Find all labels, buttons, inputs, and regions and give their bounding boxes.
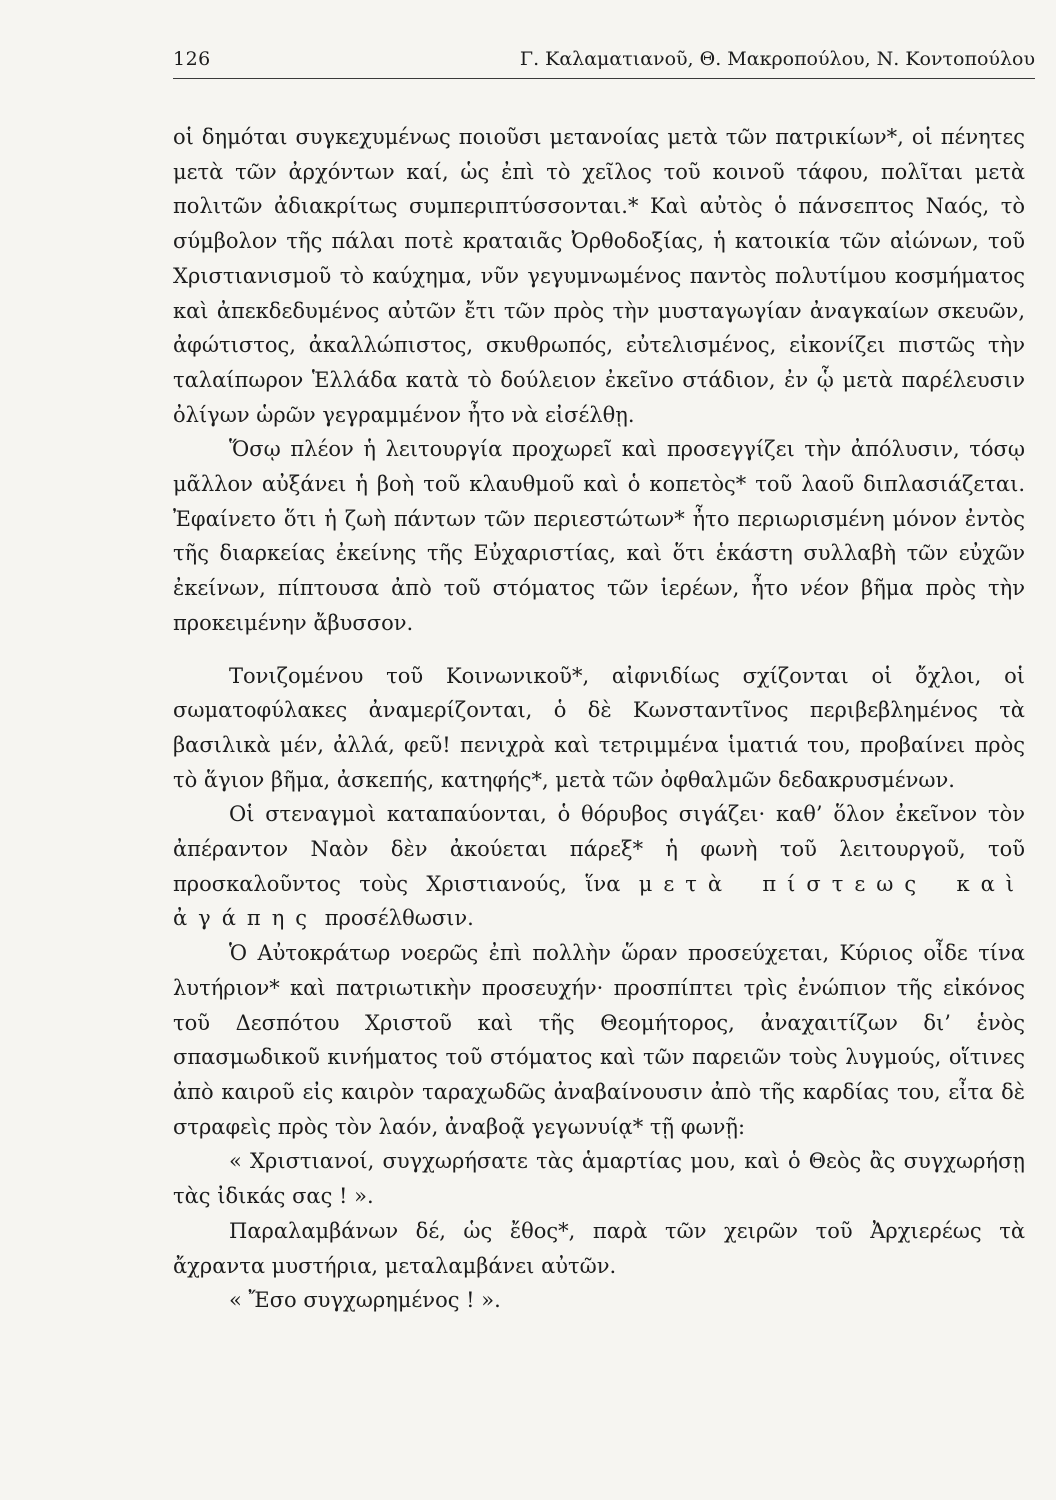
paragraph-4 <box>173 797 1025 936</box>
quote-reply: « Ἔσο συγχωρημένος ! ». <box>229 1288 501 1313</box>
paragraph-1: οἱ δημόται συγκεχυμένως ποιοῦσι μετανοίας μετὰ τῶν πατρικίων*, οἱ πένητες μετὰ τῶν ἀρχόντων καί, ὡς ἐπὶ τὸ χεῖλος τοῦ κοινοῦ τάφου, πολῖται μετὰ πολιτῶν ἀδιακρίτως συμπεριπτύσσονται.* Καὶ αὐτὸς ὁ πάνσεπτος Ναός, τὸ σύμβολον τῆς πάλαι ποτὲ κραταιᾶς Ὀρθοδοξίας, ἡ κατοικία τῶν αἰώνων, τοῦ Χριστιανισμοῦ τὸ καύχημα, νῦν γεγυμνωμένος παντὸς πολυτίμου κοσμήματος καὶ ἀπεκδεδυμένος αὐτῶν ἔτι τῶν πρὸς τὴν μυσταγωγίαν ἀναγκαίων σκευῶν, ἀφώτιστος, ἀκαλλώπιστος, σκυθρωπός, εὐτελισμένος, εἰκονίζει πιστῶς τὴν ταλαίπωρον Ἑλλάδα κατὰ τὸ δούλειον ἐκεῖνο στάδιον, ἐν ᾧ μετὰ παρέλευσιν ὀλίγων ὡρῶν γεγραμμένον ἦτο νὰ εἰσέλθῃ. <box>173 125 1025 427</box>
paragraph-2: Ὅσῳ πλέον ἡ λειτουργία προχωρεῖ καὶ προσεγγίζει τὴν ἀπόλυσιν, τόσῳ μᾶλλον αὐξάνει ἡ βοὴ τοῦ κλαυθμοῦ καὶ ὁ κοπετὸς* τοῦ λαοῦ διπλασιάζεται. Ἐφαίνετο ὅτι ἡ ζωὴ πάντων τῶν περιεστώτων* ἦτο περιωρισμένη μόνον ἐντὸς τῆς διαρκείας ἐκείνης τῆς Εὐχαριστίας, καὶ ὅτι ἑκάστη συλλαβὴ τῶν εὐχῶν ἐκείνων, πίπτουσα ἀπὸ τοῦ στόματος τῶν ἱερέων, ἦτο νέον βῆμα πρὸς τὴν προκειμένην ἄβυσσον. <box>173 437 1025 635</box>
header-authors: Γ. Καλαματιανοῦ, Θ. Μακροπούλου, Ν. Κοντοπούλου <box>519 48 1035 70</box>
paragraph-5: Ὁ Αὐτοκράτωρ νοερῶς ἐπὶ πολλὴν ὥραν προσεύχεται, Κύριος οἶδε τίνα λυτήριον* καὶ πατριωτικὴν προσευχήν· προσπίπτει τρὶς ἐνώπιον τῆς εἰκόνος τοῦ Δεσπότου Χριστοῦ καὶ τῆς Θεομήτορος, ἀναχαιτίζων δι’ ἑνὸς σπασμωδικοῦ κινήματος τοῦ στόματος καὶ τῶν παρειῶν τοὺς λυγμούς, οἵτινες ἀπὸ καιροῦ εἰς καιρὸν ταραχωδῶς ἀναβαίνουσιν ἀπὸ τῆς καρδίας του, εἶτα δὲ στραφεὶς πρὸς τὸν λαόν, ἀναβοᾷ γεγωνυίᾳ* τῇ φωνῇ: <box>173 941 1025 1139</box>
spaced-emphasis: μετὰ πίστεως καὶ ἀγάπης <box>173 871 1025 931</box>
paragraph-3: Τονιζομένου τοῦ Κοινωνικοῦ*, αἰφνιδίως σχίζονται οἱ ὄχλοι, οἱ σωματοφύλακες ἀναμερίζονται, ὁ δὲ Κωνσταντῖνος περιβεβλημένος τὰ βασιλικὰ μέν, ἀλλά, φεῦ! πενιχρὰ καὶ τετριμμένα ἱματιά του, προβαίνει πρὸς τὸ ἅγιον βῆμα, ἀσκεπής, κατηφής*, μετὰ τῶν ὀφθαλμῶν δεδακρυσμένων. <box>173 663 1025 792</box>
page-number: 126 <box>173 48 211 70</box>
paragraph-4-end: προσέλθωσιν. <box>324 906 474 931</box>
body-text <box>173 120 1025 1318</box>
running-head <box>173 44 1035 79</box>
quote-emperor: « Χριστιανοί, συγχωρήσατε τὰς ἁμαρτίας μου, καὶ ὁ Θεὸς ἂς συγχωρήσῃ τὰς ἰδικάς σας ! ». <box>173 1149 1025 1209</box>
paragraph-7: Παραλαμβάνων δέ, ὡς ἔθος*, παρὰ τῶν χειρῶν τοῦ Ἀρχιερέως τὰ ἄχραντα μυστήρια, μεταλαμβάνει αὐτῶν. <box>173 1218 1025 1278</box>
paragraph-4-text: Οἱ στεναγμοὶ καταπαύονται, ὁ θόρυβος σιγάζει· καθ’ ὅλον ἐκεῖνον τὸν ἀπέραντον Ναὸν δὲν ἀκούεται πάρεξ* ἡ φωνὴ τοῦ λειτουργοῦ, τοῦ προσκαλοῦντος τοὺς Χριστιανούς, ἵνα <box>173 802 1025 896</box>
